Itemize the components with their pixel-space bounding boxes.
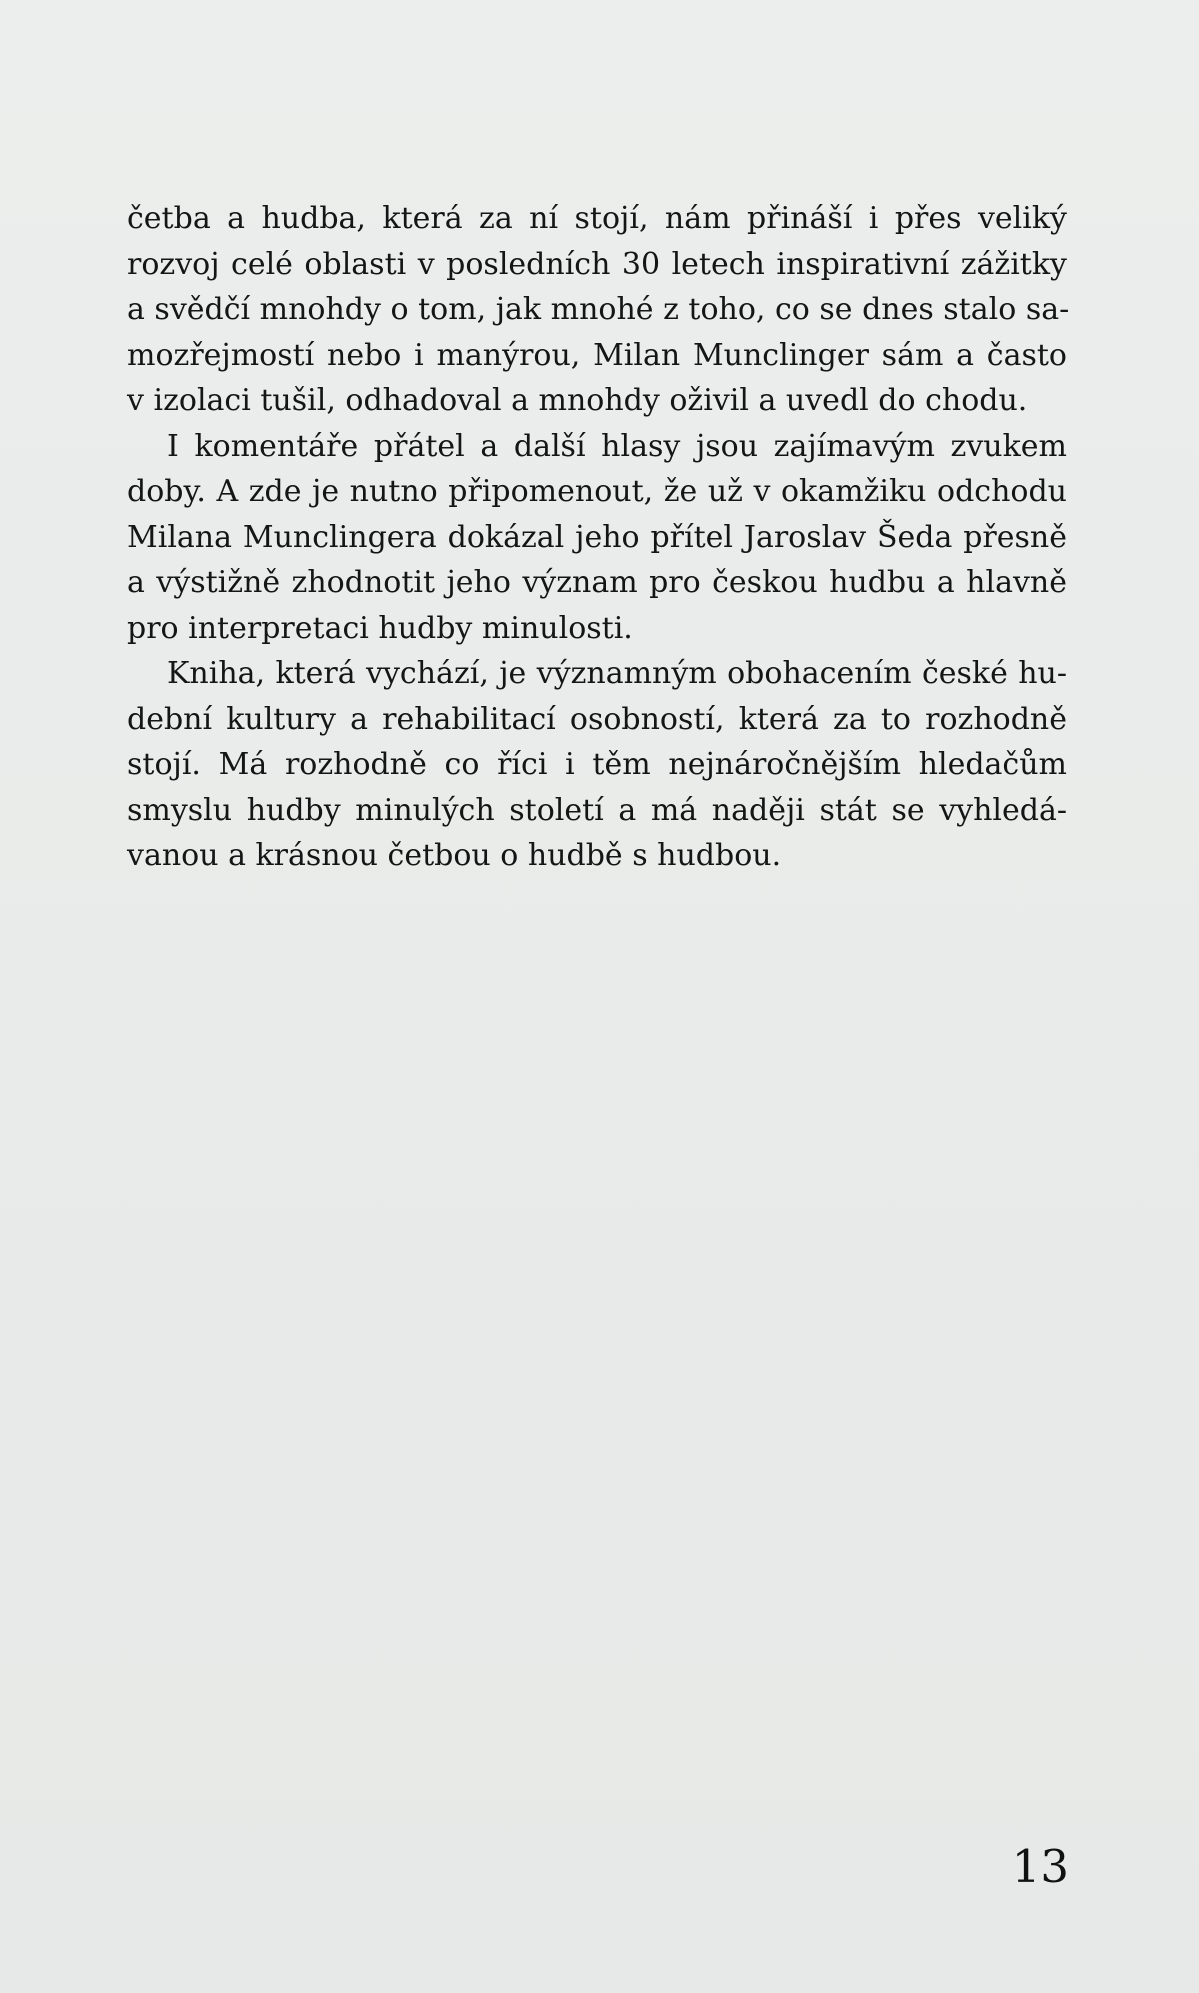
text-line: četba a hudba, která za ní stojí, nám přináší i přes veliký xyxy=(127,201,1067,236)
text-line: pro interpretaci hudby minulosti. xyxy=(127,610,633,646)
text-line: Milana Munclingera dokázal jeho přítel Jaroslav Šeda přesně xyxy=(127,519,1067,555)
text-line: v izolaci tušil, odhadoval a mnohdy oživil a uvedl do chodu. xyxy=(127,383,1028,418)
text-line: dební kultury a rehabilitací osobností, která za to rozhodně xyxy=(127,701,1067,737)
text-line: a svědčí mnohdy o tom, jak mnohé z toho, co se dnes stalo sa- xyxy=(127,292,1070,327)
text-line: mozřejmostí nebo i manýrou, Milan Munclinger sám a často xyxy=(127,337,1067,373)
body-text xyxy=(127,196,1070,879)
text-line: vanou a krásnou četbou o hudbě s hudbou. xyxy=(127,838,782,873)
page-number: 13 xyxy=(1011,1840,1069,1893)
text-line: stojí. Má rozhodně co říci i těm nejnáročnějším hledačům xyxy=(127,747,1067,782)
text-line: rozvoj celé oblasti v posledních 30 letech inspirativní zážitky xyxy=(127,246,1067,282)
text-line: I komentáře přátel a další hlasy jsou zajímavým zvukem xyxy=(167,428,1067,464)
text-line: smyslu hudby minulých století a má naději stát se vyhledá- xyxy=(127,792,1067,828)
text-line: doby. A zde je nutno připomenout, že už v okamžiku odchodu xyxy=(127,474,1067,509)
text-line: a výstižně zhodnotit jeho význam pro českou hudbu a hlavně xyxy=(127,565,1067,600)
text-line: Kniha, která vychází, je významným obohacením české hu- xyxy=(167,656,1067,691)
